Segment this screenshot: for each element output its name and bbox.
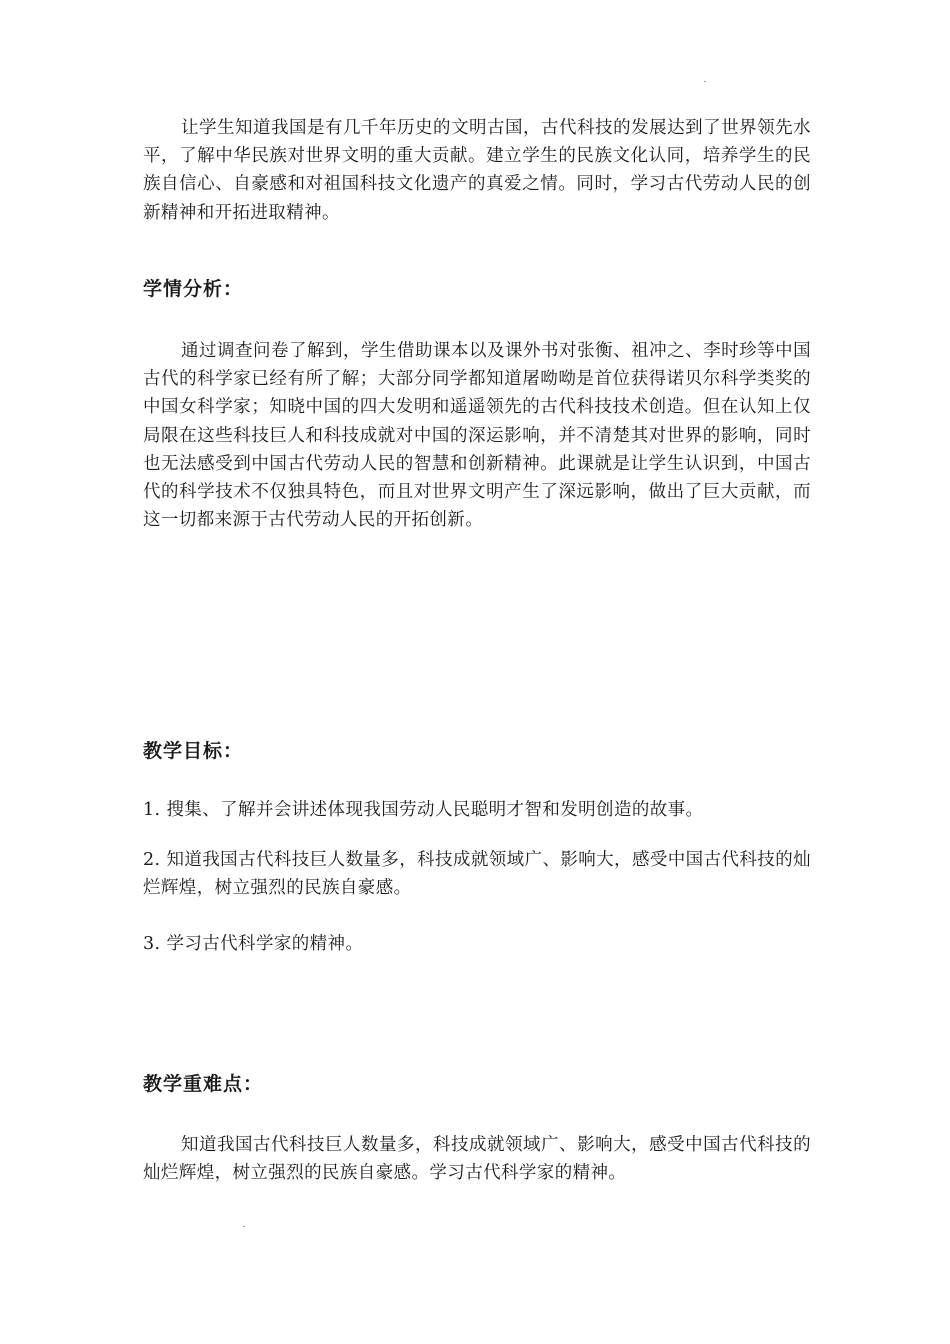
keypoints-heading: 教学重难点：: [143, 1073, 264, 1095]
intro-paragraph: 让学生知道我国是有几千年历史的文明古国，古代科技的发展达到了世界领先水平，了解中华民族对世界文明的重大贡献。建立学生的民族文化认同，培养学生的民族自信心、自豪感和对祖国科技文化遗产的真爱之情。同时，学习古代劳动人民的创新精神和开拓进取精神。: [143, 118, 811, 223]
goal-item-2: 2. 知道我国古代科技巨人数量多，科技成就领域广、影响大，感受中国古代科技的灿烂辉煌，树立强烈的民族自豪感。: [143, 850, 811, 899]
scan-speck: [704, 81, 706, 82]
keypoints-paragraph: 知道我国古代科技巨人数量多，科技成就领域广、影响大，感受中国古代科技的灿烂辉煌，树立强烈的民族自豪感。学习古代科学家的精神。: [143, 1135, 811, 1184]
analysis-heading: 学情分析：: [143, 278, 244, 300]
goal-item-1: 1. 搜集、了解并会讲述体现我国劳动人民聪明才智和发明创造的故事。: [143, 800, 704, 820]
analysis-paragraph: 通过调查问卷了解到，学生借助课本以及课外书对张衡、祖冲之、李时珍等中国古代的科学家已经有所了解；大部分同学都知道屠呦呦是首位获得诺贝尔科学类奖的中国女科学家；知晓中国的四大发明和遥遥领先的古代科技技术创造。但在认知上仅局限在这些科技巨人和科技成就对中国的深运影响，并不清楚其对世界的影响，同时也无法感受到中国古代劳动人民的智慧和创新精神。此课就是让学生认识到，中国古代的科学技术不仅独具特色，而且对世界文明产生了深远影响，做出了巨大贡献，而这一切都来源于古代劳动人民的开拓创新。: [143, 341, 811, 531]
goal-item-3: 3. 学习古代科学家的精神。: [143, 934, 364, 954]
goals-heading: 教学目标：: [143, 740, 244, 762]
scan-speck: [243, 1226, 245, 1227]
